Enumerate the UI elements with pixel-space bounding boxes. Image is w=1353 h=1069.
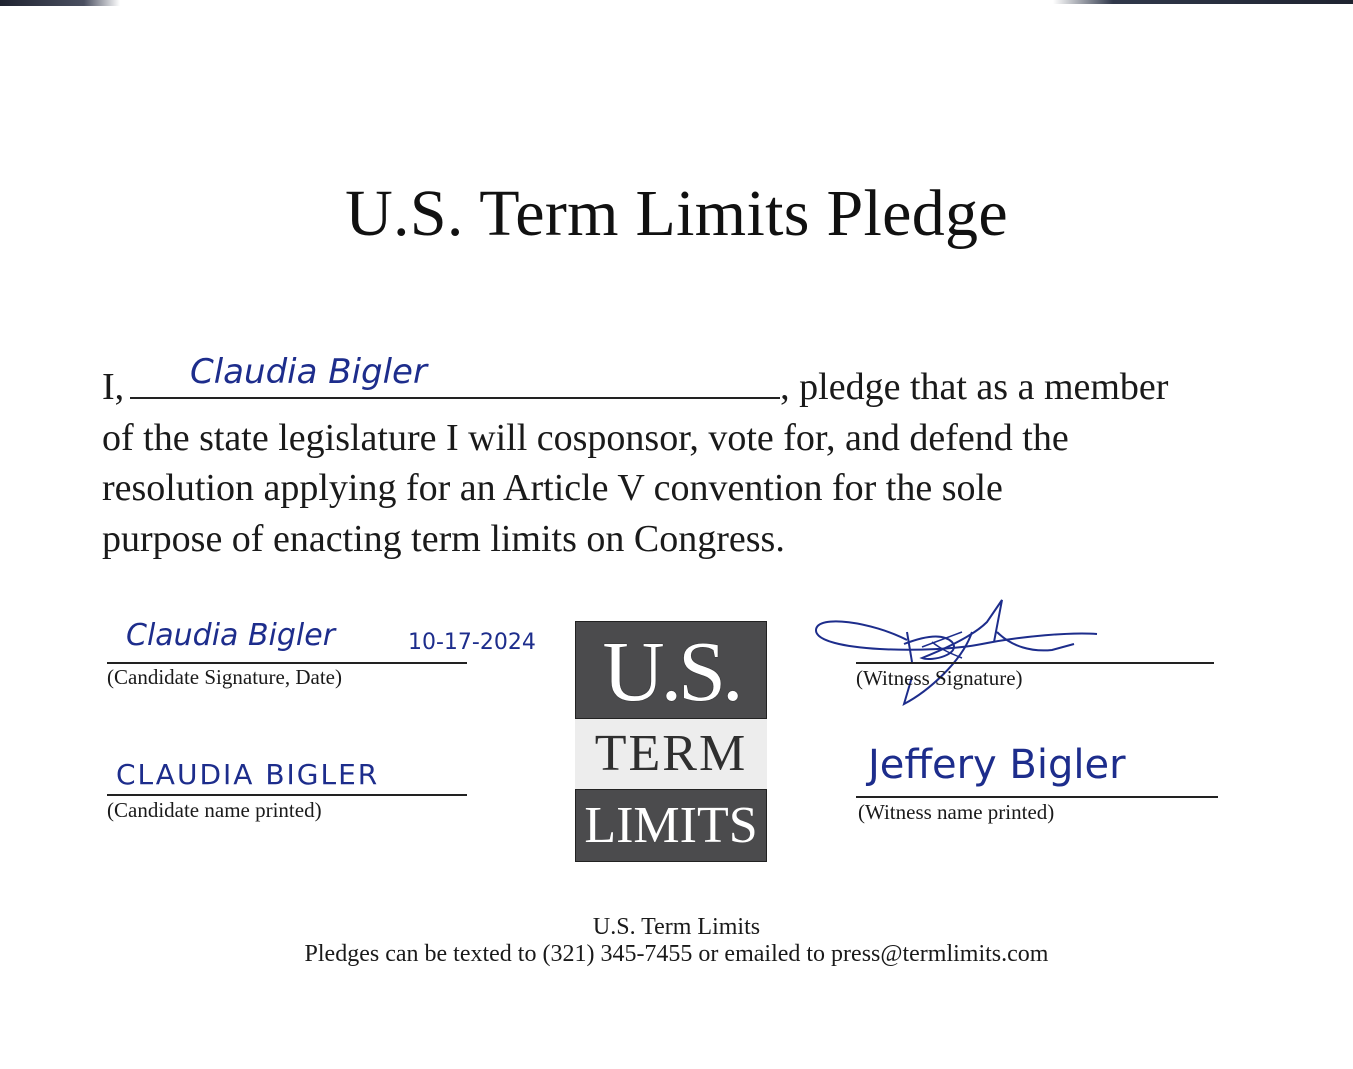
us-term-limits-logo bbox=[575, 621, 767, 862]
witness-signature-scribble bbox=[812, 592, 1112, 712]
candidate-printed-line[interactable] bbox=[107, 794, 467, 796]
candidate-signature-date: 10-17-2024 bbox=[408, 630, 536, 655]
logo-middle-panel bbox=[575, 719, 767, 789]
pledge-line-2: of the state legislature I will cosponsor, vote for, and defend the bbox=[102, 416, 1069, 459]
candidate-signature-caption: (Candidate Signature, Date) bbox=[107, 665, 342, 689]
logo-bottom-panel bbox=[575, 789, 767, 862]
logo-top-panel bbox=[575, 621, 767, 719]
witness-printed-line[interactable] bbox=[856, 796, 1218, 798]
pledge-text bbox=[102, 362, 1242, 564]
footer-org: U.S. Term Limits bbox=[592, 914, 761, 940]
logo-us-text: U.S. bbox=[602, 623, 740, 719]
scan-edge-right bbox=[1053, 0, 1353, 4]
pledge-line-1-suffix: , pledge that as a member bbox=[780, 366, 1169, 408]
witness-printed-caption: (Witness name printed) bbox=[858, 800, 1055, 824]
witness-signature-line[interactable] bbox=[856, 662, 1214, 664]
scan-edge-left bbox=[0, 0, 120, 6]
candidate-signature-line[interactable] bbox=[107, 662, 467, 664]
candidate-signature: Claudia Bigler bbox=[126, 618, 336, 653]
pledge-prefix: I, bbox=[102, 366, 125, 408]
candidate-printed-caption: (Candidate name printed) bbox=[107, 798, 322, 822]
pledge-line-3: resolution applying for an Article V convention for the sole bbox=[102, 467, 1003, 509]
logo-term-text: TERM bbox=[594, 725, 748, 782]
witness-printed-name: Jeffery Bigler bbox=[868, 742, 1126, 788]
candidate-printed-name: CLAUDIA BIGLER bbox=[116, 758, 380, 791]
logo-limits-text: LIMITS bbox=[584, 797, 758, 854]
footer-contact: Pledges can be texted to (321) 345-7455 or emailed to press@termlimits.com bbox=[304, 941, 1049, 967]
witness-signature-caption: (Witness Signature) bbox=[856, 666, 1023, 690]
handwritten-candidate-name: Claudia Bigler bbox=[190, 352, 427, 392]
page-title: U.S. Term Limits Pledge bbox=[345, 177, 1008, 250]
pledge-line-4: purpose of enacting term limits on Congress. bbox=[102, 517, 785, 560]
